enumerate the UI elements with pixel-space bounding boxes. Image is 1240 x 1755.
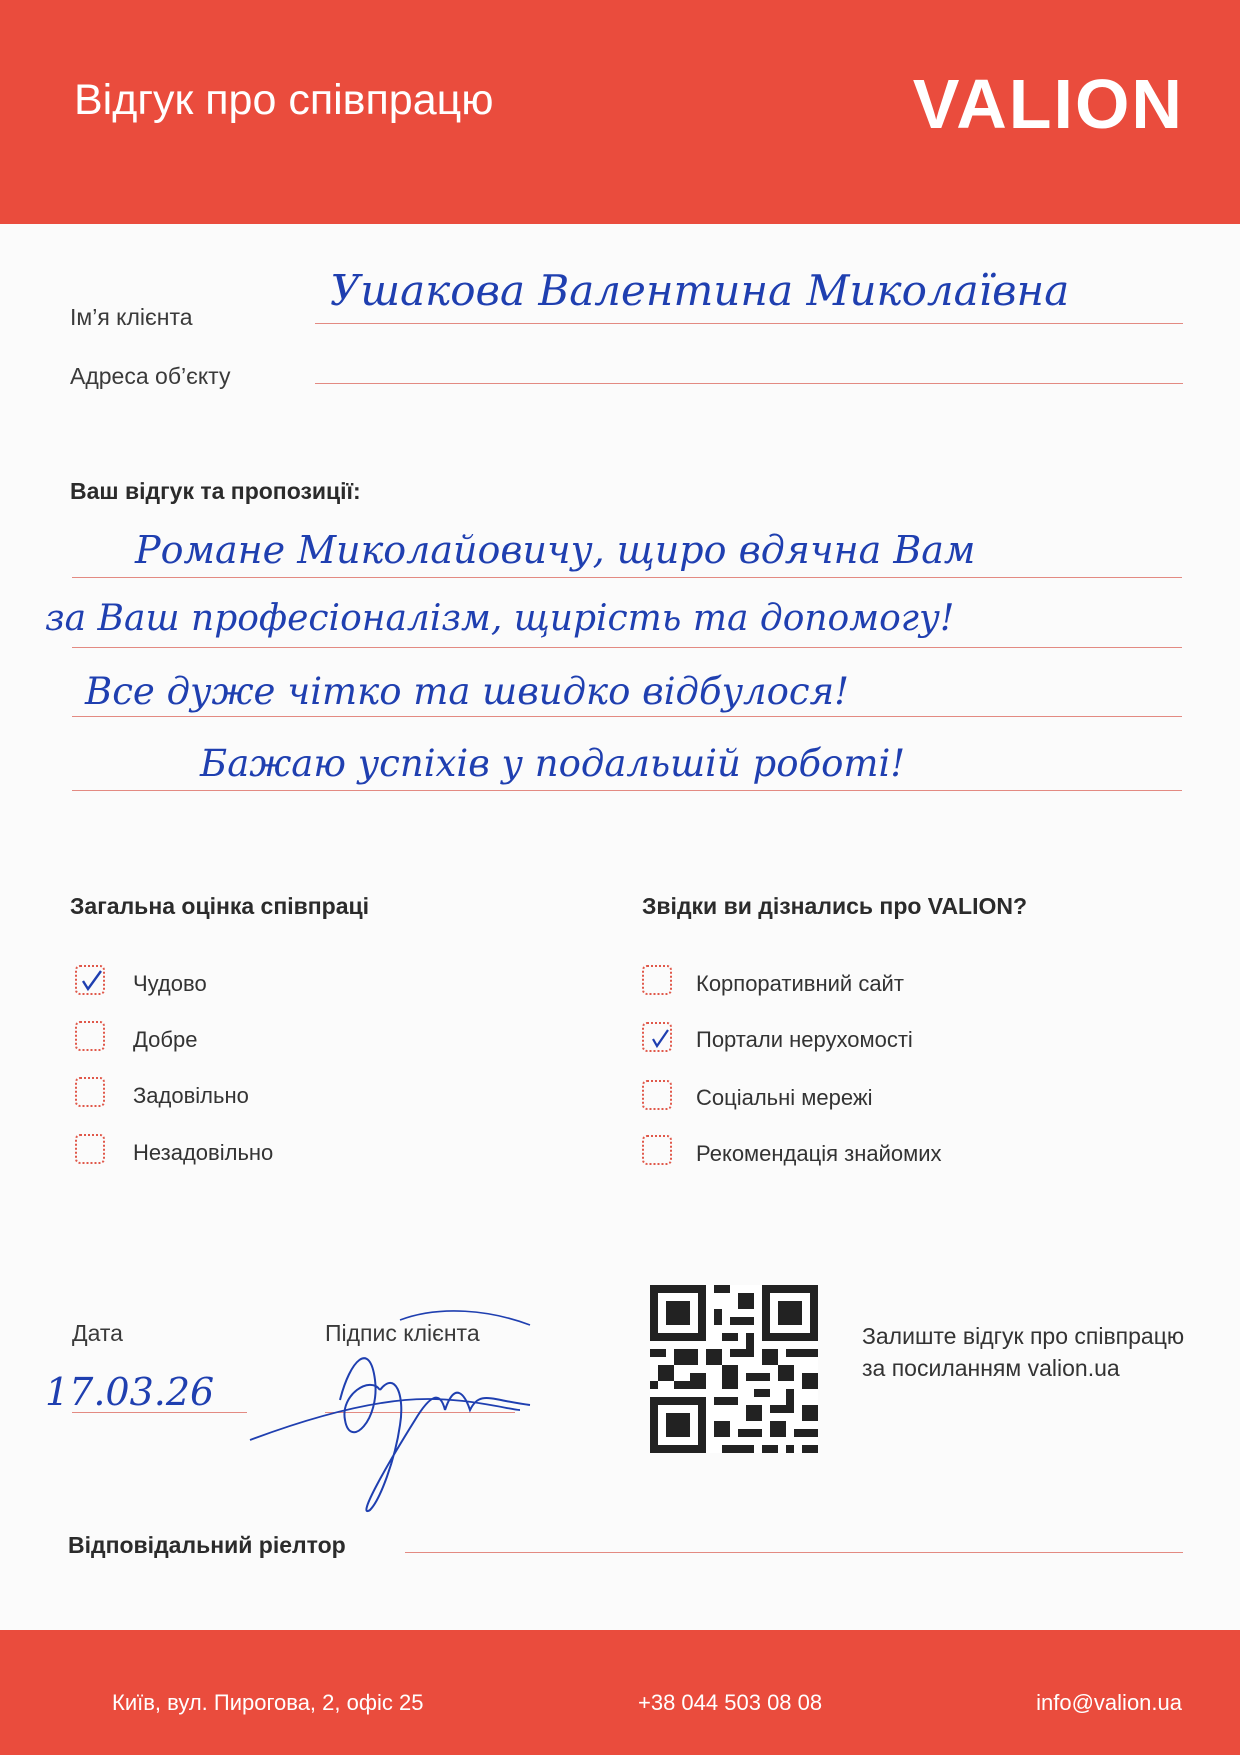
source-label-portals: Портали нерухомості <box>696 1027 913 1052</box>
rating-label-good: Добре <box>133 1027 198 1052</box>
valion-logo: VALION <box>912 65 1184 143</box>
client-name-field[interactable]: Ушакова Валентина Миколаївна <box>330 266 1070 315</box>
source-label-social: Соціальні мережі <box>696 1085 873 1110</box>
feedback-text-2[interactable]: за Ваш професіоналізм, щирість та допомогу! <box>45 598 955 639</box>
source-heading: Звідки ви дізнались про VALION? <box>642 893 1028 919</box>
source-checkbox-website[interactable] <box>642 965 672 995</box>
footer-email[interactable]: info@valion.ua <box>1036 1690 1182 1715</box>
rating-label-excellent: Чудово <box>133 971 207 996</box>
feedback-text-4[interactable]: Бажаю успіхів у подальшій роботі! <box>200 742 906 785</box>
source-checkbox-referral[interactable] <box>642 1135 672 1165</box>
feedback-line-3 <box>72 716 1182 717</box>
feedback-heading: Ваш відгук та пропозиції: <box>70 478 361 504</box>
source-label-website: Корпоративний сайт <box>696 971 904 996</box>
source-checkbox-portals[interactable] <box>642 1022 672 1052</box>
rating-checkbox-satisfactory[interactable] <box>75 1077 105 1107</box>
client-name-line <box>315 323 1183 324</box>
rating-label-unsatisfactory: Незадовільно <box>133 1140 274 1165</box>
signature-label: Підпис клієнта <box>325 1320 480 1346</box>
rating-checkbox-good[interactable] <box>75 1021 105 1051</box>
footer-phone[interactable]: +38 044 503 08 08 <box>638 1690 823 1715</box>
address-field[interactable] <box>315 383 1183 384</box>
date-field[interactable]: 17.03.26 <box>45 1370 215 1414</box>
rating-checkbox-excellent[interactable] <box>75 965 105 995</box>
feedback-text-1[interactable]: Романе Миколайовичу, щиро вдячна Вам <box>135 528 976 572</box>
qr-caption: Залиште відгук про співпрацю за посиланням valion.ua <box>862 1323 1185 1381</box>
client-name-label: Ім’я клієнта <box>70 304 193 330</box>
rating-checkbox-unsatisfactory[interactable] <box>75 1134 105 1164</box>
realtor-field[interactable] <box>405 1552 1183 1553</box>
address-label: Адреса об’єкту <box>70 363 231 389</box>
qr-code[interactable] <box>650 1285 818 1453</box>
feedback-line-4 <box>72 790 1182 791</box>
page-title: Відгук про співпрацю <box>74 76 494 124</box>
check-icon <box>644 1024 674 1054</box>
feedback-line-2 <box>72 647 1182 648</box>
footer-address: Київ, вул. Пирогова, 2, офіс 25 <box>112 1690 424 1715</box>
rating-heading: Загальна оцінка співпраці <box>70 893 370 919</box>
source-checkbox-social[interactable] <box>642 1080 672 1110</box>
feedback-line-1 <box>72 577 1182 578</box>
rating-label-satisfactory: Задовільно <box>133 1083 249 1108</box>
client-signature[interactable] <box>230 1300 550 1520</box>
source-label-referral: Рекомендація знайомих <box>696 1141 942 1166</box>
feedback-text-3[interactable]: Все дуже чітко та швидко відбулося! <box>85 670 849 713</box>
header-banner <box>0 0 1240 224</box>
realtor-label: Відповідальний ріелтор <box>68 1532 346 1558</box>
check-icon <box>77 967 107 997</box>
date-label: Дата <box>72 1320 123 1346</box>
footer-banner <box>0 1630 1240 1755</box>
